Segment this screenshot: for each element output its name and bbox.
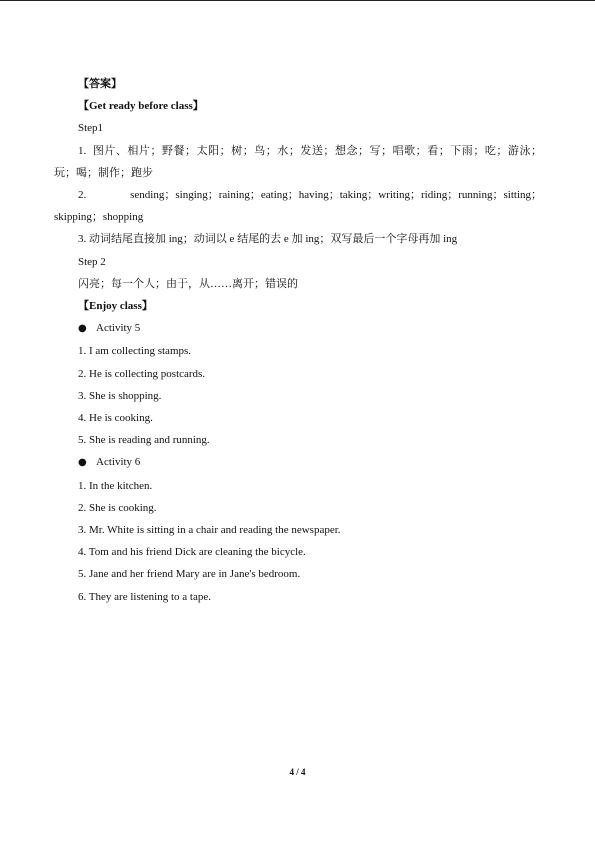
activity6-answer: 2. She is cooking. — [78, 501, 157, 514]
step2-text: 闪亮；每一个人；由于，从……离开；错误的 — [78, 277, 298, 290]
activity6-answer: 6. They are listening to a tape. — [78, 590, 211, 603]
activity6-answer: 3. Mr. White is sitting in a chair and reading the newspaper. — [78, 524, 341, 537]
activity6-answer: 1. In the kitchen. — [78, 479, 153, 492]
step2-label: Step 2 — [78, 255, 106, 268]
activity5-answer: 3. She is shopping. — [78, 389, 162, 402]
activity5-answer: 4. He is cooking. — [78, 412, 153, 425]
enjoy-class-heading: 【Enjoy class】 — [78, 299, 153, 313]
activity5-answer: 5. She is reading and running. — [78, 434, 210, 447]
step1-item-3: 3. 动词结尾直接加 ing；动词以 e 结尾的去 e 加 ing；双写最后一个字母再加 ing — [78, 233, 458, 246]
bullet-icon: ● — [78, 323, 87, 335]
activity6-answer: 5. Jane and her friend Mary are in Jane's bedroom. — [78, 568, 301, 581]
bullet-icon: ● — [78, 457, 87, 469]
step1-item-2: 2. sending；singing；raining；eating；having；taking；writing；riding；running；sitting；skipping；shopping — [54, 189, 542, 224]
activity6-answer: 4. Tom and his friend Dick are cleaning the bicycle. — [78, 546, 306, 559]
activity5-heading: ● Activity 5 — [54, 317, 542, 340]
activity6-heading: ● Activity 6 — [54, 451, 542, 474]
page-number: 4 / 4 — [289, 767, 306, 777]
answer-heading: 【答案】 — [78, 77, 122, 90]
activity5-answer: 1. I am collecting stamps. — [78, 345, 192, 358]
step1-label: Step1 — [78, 122, 104, 135]
step1-item-1: 1. 图片、相片；野餐；太阳；树；鸟；水；发送；想念；写；唱歌；看；下雨；吃；游泳；玩；喝；制作；跑步 — [54, 144, 542, 179]
top-rule — [0, 0, 595, 1]
activity5-answer: 2. He is collecting postcards. — [78, 367, 206, 380]
document-body — [54, 73, 542, 608]
get-ready-heading: 【Get ready before class】 — [78, 99, 204, 113]
